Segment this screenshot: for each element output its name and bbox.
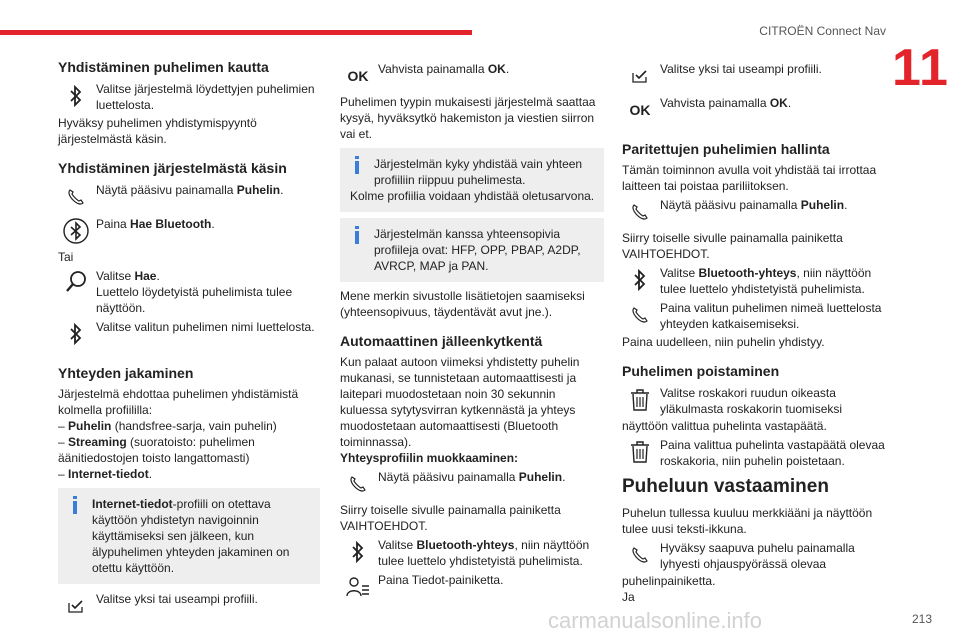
info-note: Järjestelmän kanssa yhteensopivia profiileja ovat: HFP, OPP, PBAP, A2DP, AVRCP, MAP ja PAN. <box>340 218 604 282</box>
phone-icon <box>622 539 658 571</box>
phone-icon <box>58 181 94 213</box>
step: OK Vahvista painamalla OK. <box>622 94 888 126</box>
trash-icon <box>622 384 658 416</box>
step <box>622 60 888 92</box>
step-text: Paina valittua puhelinta vastapäätä olevaa roskakoria, niin puhelin poistetaan. <box>660 438 885 468</box>
trash-icon <box>622 436 658 468</box>
bluetooth-icon <box>58 318 94 350</box>
step: Valitse Hae. Luettelo löydetyistä puhelimista tulee näyttöön. <box>58 267 320 316</box>
section-title: Yhdistäminen puhelimen kautta <box>58 59 269 75</box>
paragraph: Ja <box>622 590 635 604</box>
bluetooth-circle-icon <box>58 215 94 247</box>
bluetooth-icon <box>340 536 376 568</box>
step <box>622 299 888 332</box>
phone-icon <box>622 196 658 228</box>
paragraph: Kun palaat autoon viimeksi yhdistetty puhelin mukanasi, se tunnistetaan automaattisesti ja laitepari muodostetaan noin 30 sekunnin kuluessa sytytysvirran kytkennästä ja yhteys muodostetaan automaattisesti (Bluetooth toiminnassa). <box>340 355 580 449</box>
paragraph: Tämän toiminnon avulla voit yhdistää tai irrottaa laitteen tai poistaa pariliitoksen. <box>622 163 877 193</box>
section-title: Automaattinen jälleenkytkentä <box>340 333 543 349</box>
info-note: Internet-tiedot-profiili on otettava käyttöön yhdistetyn navigoinnin käyttämiseksi sen jälkeen, kun älypuhelimen yhteyden jakaminen on otettu käyttöön. <box>58 488 320 584</box>
step-text: Valitse yksi tai useampi profiili. <box>96 592 258 606</box>
search-icon <box>58 267 94 299</box>
paragraph: Puhelimen tyypin mukaisesti järjestelmä saattaa kysyä, hyväksytkö hakemiston ja viestien siirron vai et. <box>340 95 596 141</box>
paragraph: näyttöön valittua puhelinta vastapäätä. <box>622 419 827 433</box>
step-text: Valitse roskakori ruudun oikeasta yläkulmasta roskakorin tuomiseksi <box>660 386 843 416</box>
section-title: Yhdistäminen järjestelmästä käsin <box>58 160 287 176</box>
info-icon <box>352 226 362 244</box>
column-1 <box>58 58 320 624</box>
section-heading: Puheluun vastaaminen <box>622 476 829 497</box>
step: Näytä pääsivu painamalla Puhelin. <box>622 196 888 228</box>
step: OK Vahvista painamalla OK. <box>340 60 604 92</box>
paragraph: Yhteysprofiilin muokkaaminen: <box>340 451 519 465</box>
step: Paina Hae Bluetooth. <box>58 215 320 247</box>
section-title: Paritettujen puhelimien hallinta <box>622 141 830 157</box>
info-note: Järjestelmän kyky yhdistää vain yhteen profiiliin riippuu puhelimesta. Kolme profiilia voidaan yhdistää oletusarvona. <box>340 148 604 212</box>
step-text: Valitse yksi tai useampi profiili. <box>660 62 822 76</box>
step-text: Paina Tiedot-painiketta. <box>378 573 504 587</box>
bluetooth-icon <box>622 264 658 296</box>
ok-icon: OK <box>629 102 651 118</box>
step <box>622 539 888 572</box>
checkbox-icon <box>622 60 658 92</box>
list-item: – Puhelin (handsfree-sarja, vain puhelin) <box>58 419 277 433</box>
section-title: Puhelimen poistaminen <box>622 363 780 379</box>
paragraph: Puhelun tullessa kuuluu merkkiääni ja näyttöön tulee uusi teksti-ikkuna. <box>622 506 873 536</box>
paragraph: Siirry toiselle sivulle painamalla painiketta VAIHTOEHDOT. <box>340 503 561 533</box>
column-3 <box>622 58 888 605</box>
paragraph: Tai <box>58 250 74 264</box>
step-text: Valitse järjestelmä löydettyjen puhelimien luettelosta. <box>96 82 315 112</box>
chapter-number: 11 <box>892 39 949 97</box>
step <box>622 436 888 469</box>
info-icon <box>352 156 362 174</box>
step-text: Valitse valitun puhelimen nimi luettelosta. <box>96 320 315 334</box>
paragraph: Paina uudelleen, niin puhelin yhdistyy. <box>622 335 825 349</box>
watermark: carmanualsonline.info <box>548 608 763 633</box>
phone-icon <box>340 468 376 500</box>
paragraph: Hyväksy puhelimen yhdistymispyyntö järjestelmästä käsin. <box>58 116 257 146</box>
step-text: Hyväksy saapuva puhelu painamalla lyhyesti ohjauspyörässä olevaa <box>660 541 855 571</box>
header-accent-bar <box>0 30 472 35</box>
step: Valitse Bluetooth-yhteys, niin näyttöön tulee luettelo yhdistetyistä puhelimista. <box>622 264 888 297</box>
step: Näytä pääsivu painamalla Puhelin. <box>340 468 604 500</box>
paragraph: Mene merkin sivustolle lisätietojen saamiseksi (yhteensopivuus, täydentävät avut jne.). <box>340 289 585 319</box>
step <box>58 80 320 113</box>
step: Näytä pääsivu painamalla Puhelin. <box>58 181 320 213</box>
info-icon <box>70 496 80 514</box>
step <box>58 318 320 350</box>
page-number: 213 <box>911 612 932 626</box>
step: Valitse Bluetooth-yhteys, niin näyttöön tulee luettelo yhdistetyistä puhelimista. <box>340 536 604 569</box>
header-title: CITROËN Connect Nav <box>759 24 886 38</box>
list-item: – Internet-tiedot. <box>58 467 153 481</box>
paragraph: puhelinpainiketta. <box>622 574 716 588</box>
phone-icon <box>622 299 658 331</box>
column-2 <box>340 58 604 605</box>
step-text: Paina valitun puhelimen nimeä luettelosta yhteyden katkaisemiseksi. <box>660 301 882 331</box>
ok-icon: OK <box>347 68 369 84</box>
step <box>622 384 888 417</box>
section-title: Yhteyden jakaminen <box>58 365 194 381</box>
step <box>340 571 604 603</box>
paragraph: Siirry toiselle sivulle painamalla painiketta VAIHTOEHDOT. <box>622 231 843 261</box>
list-item: – Streaming (suoratoisto: puhelimen äänitiedostojen toisto langattomasti) <box>58 435 255 465</box>
bluetooth-icon <box>58 80 94 112</box>
step <box>58 590 320 622</box>
checkbox-icon <box>58 590 94 622</box>
paragraph: Järjestelmä ehdottaa puhelimen yhdistämistä kolmella profiililla: <box>58 387 299 417</box>
person-list-icon <box>340 571 376 603</box>
